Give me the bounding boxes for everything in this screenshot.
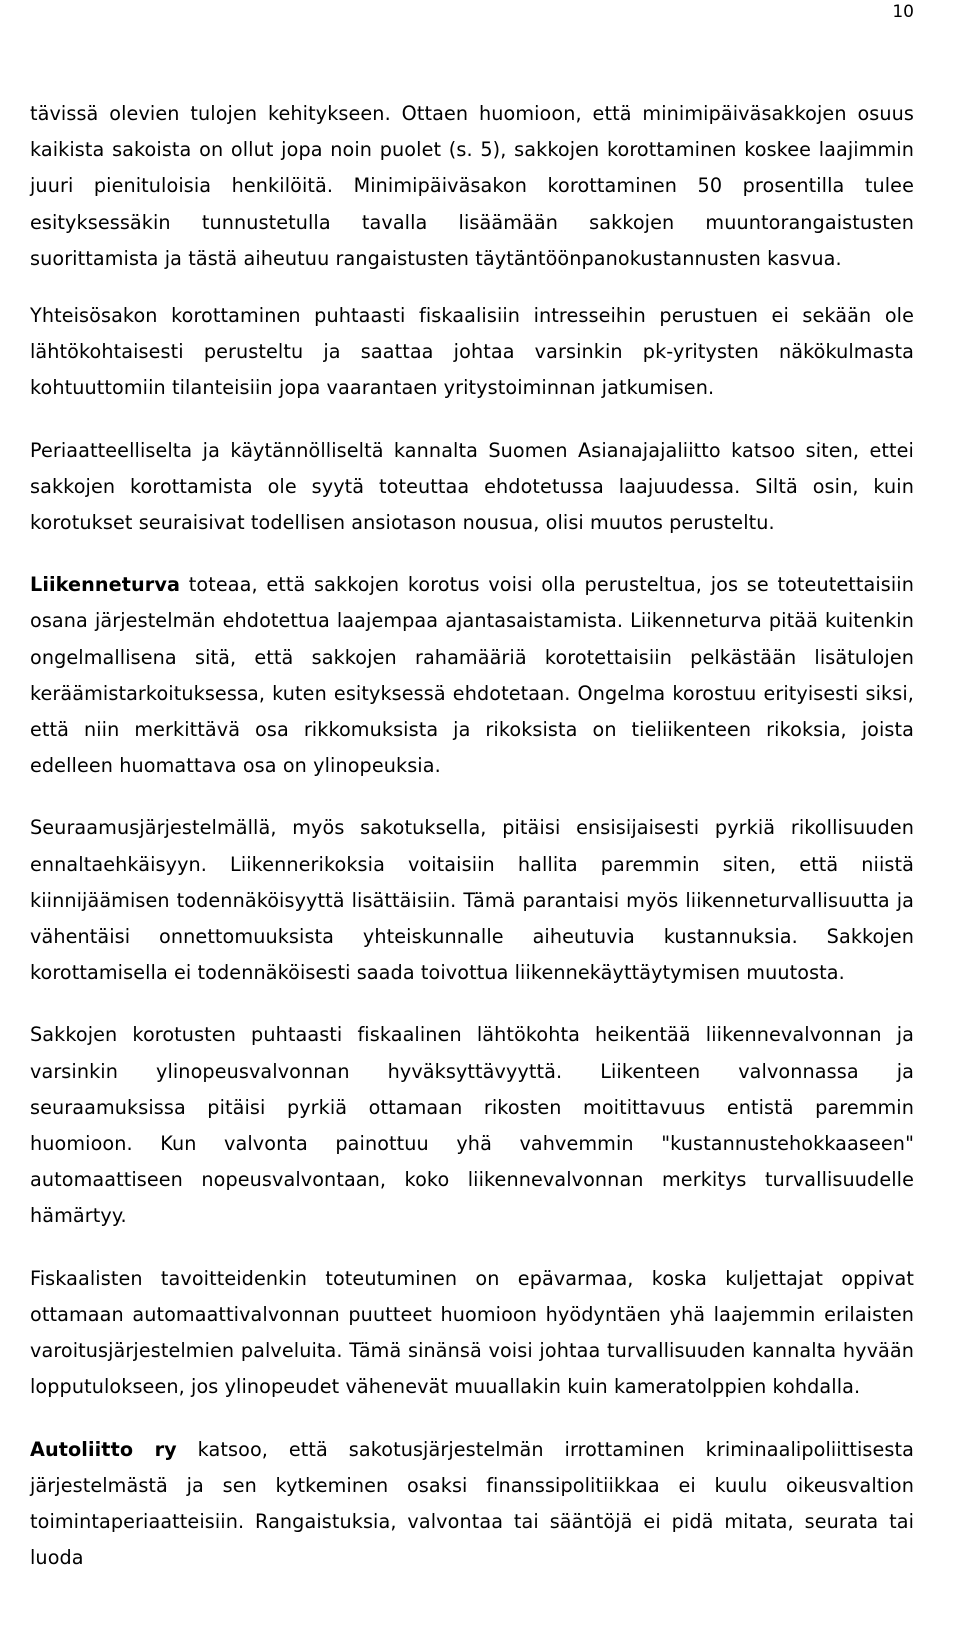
paragraph-2: Yhteisösakon korottaminen puhtaasti fiskaalisiin intresseihin perustuen ei sekään ole lähtökohtaisesti perusteltu ja saattaa johtaa varsinkin pk-yritysten näkökulmasta kohtuuttomiin tilanteisiin jopa vaarantaen yritystoiminnan jatkumisen. [30, 304, 914, 400]
document-body [30, 96, 914, 1602]
paragraph-4-text: toteaa, että sakkojen korotus voisi olla perusteltua, jos se toteutettaisiin osana järjestelmän ehdotettua laajempaa ajantasaistamista. Liikenneturva pitää kuitenkin ongelmallisena sitä, että sakkojen rahamääriä korotettaisiin pelkästään lisätulojen keräämistarkoituksessa, kuten esityksessä ehdotetaan. Ongelma korostuu erityisesti siksi, että niin merkittävä osa rikkomuksista ja rikoksista on tieliikenteen rikoksia, joista edelleen huomattava osa on ylinopeuksia. [30, 573, 914, 778]
paragraph-6: Sakkojen korotusten puhtaasti fiskaalinen lähtökohta heikentää liikennevalvonnan ja varsinkin ylinopeusvalvonnan hyväksyttävyyttä. Liikenteen valvonnassa ja seuraamuksissa pitäisi pyrkiä ottamaan rikosten moitittavuus entistä paremmin huomioon. Kun valvonta painottuu yhä vahvemmin "kustannustehokkaaseen" automaattiseen nopeusvalvontaan, koko liikennevalvonnan merkitys turvallisuudelle hämärtyy. [30, 1023, 914, 1228]
organization-name-autoliitto: Autoliitto ry [30, 1437, 177, 1461]
paragraph-5: Seuraamusjärjestelmällä, myös sakotuksella, pitäisi ensisijaisesti pyrkiä rikollisuuden ennaltaehkäisyyn. Liikennerikoksia voitaisiin hallita paremmin siten, että niistä kiinnijäämisen todennäköisyyttä lisättäisiin. Tämä parantaisi myös liikenneturvallisuutta ja vähentäisi onnettomuuksista yhteiskunnalle aiheutuvia kustannuksia. Sakkojen korottamisella ei todennäköisesti saada toivottua liikennekäyttäytymisen muutosta. [30, 816, 914, 985]
paragraph-4 [30, 567, 914, 784]
paragraph-7: Fiskaalisten tavoitteidenkin toteutuminen on epävarmaa, koska kuljettajat oppivat ottamaan automaattivalvonnan puutteet huomioon hyödyntäen yhä laajemmin erilaisten varoitusjärjestelmien palveluita. Tämä sinänsä voisi johtaa turvallisuuden kannalta hyvään lopputulokseen, jos ylinopeudet vähenevät muuallakin kuin kameratolppien kohdalla. [30, 1266, 914, 1399]
organization-name-liikenneturva: Liikenneturva [30, 573, 181, 597]
paragraph-8-text: katsoo, että sakotusjärjestelmän irrottaminen kriminaalipoliittisesta järjestelmästä ja sen kytkeminen osaksi finanssipolitiikkaa ei kuulu oikeusvaltion toimintaperiaatteisiin. Rangaistuksia, valvontaa tai sääntöjä ei pidä mitata, seurata tai luoda [30, 1437, 914, 1570]
paragraph-1: tävissä olevien tulojen kehitykseen. Ottaen huomioon, että minimipäiväsakkojen osuus kaikista sakoista on ollut jopa noin puolet (s. 5), sakkojen korottaminen koskee laajimmin juuri pienituloisia henkilöitä. Minimipäiväsakon korottaminen 50 prosentilla tulee esityksessäkin tunnustetulla tavalla lisäämään sakkojen muuntorangaistusten suorittamista ja tästä aiheutuu rangaistusten täytäntöönpanokustannusten kasvua. [30, 102, 914, 270]
paragraph-3: Periaatteelliselta ja käytännölliseltä kannalta Suomen Asianajajaliitto katsoo siten, ettei sakkojen korottamista ole syytä toteuttaa ehdotetussa laajuudessa. Siltä osin, kuin korotukset seuraisivat todellisen ansiotason nousua, olisi muutos perusteltu. [30, 438, 914, 535]
page-number: 10 [892, 2, 914, 22]
paragraph-8 [30, 1432, 914, 1577]
